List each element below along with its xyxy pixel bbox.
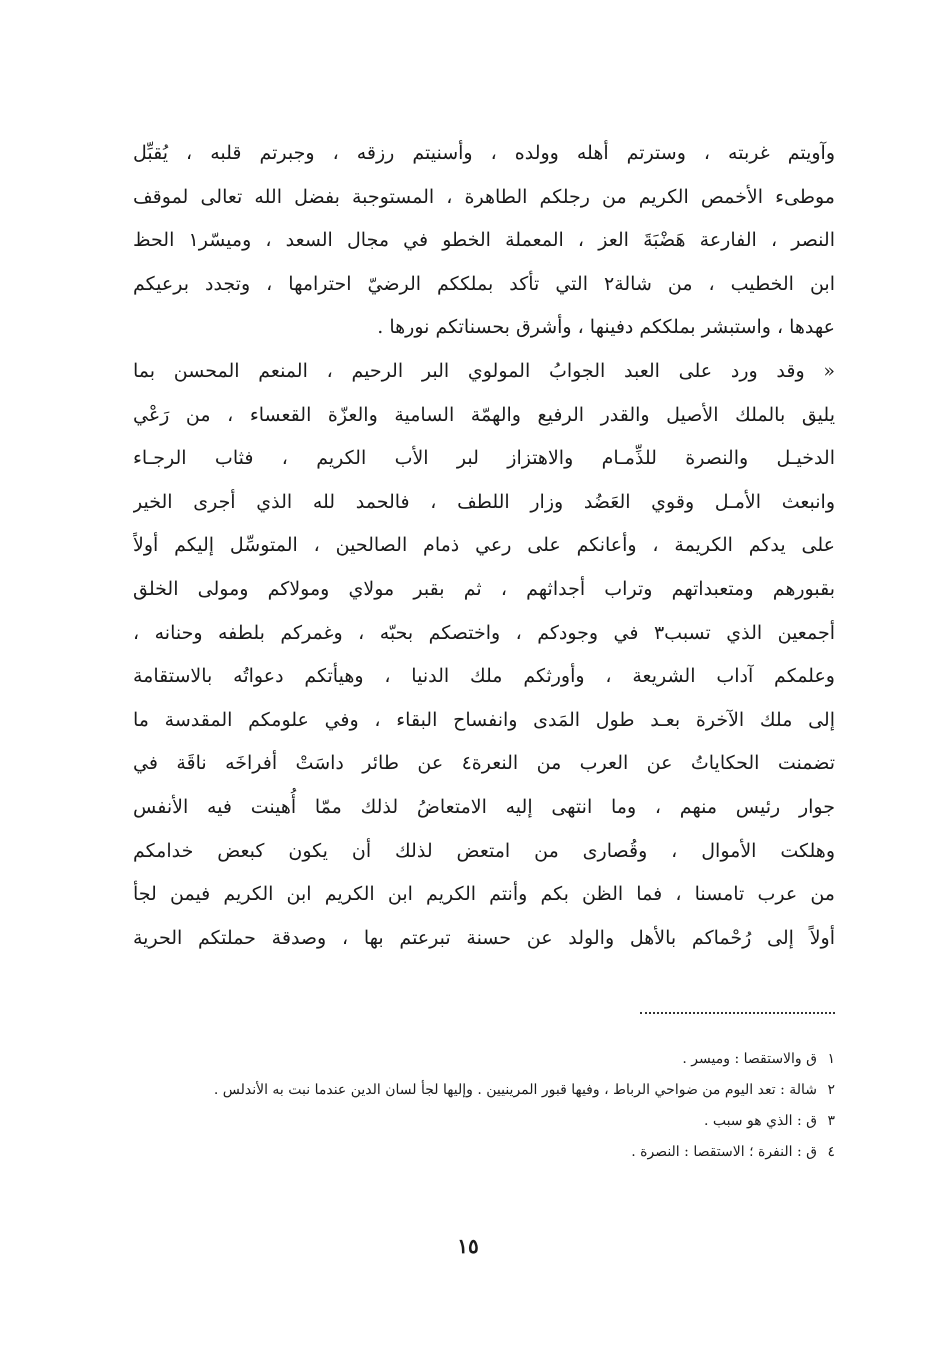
- text-line: وهلكت الأموال ، وقُصارى من امتعض لذلك أن يكون كبعض خدامكم: [133, 839, 835, 862]
- text-line: « وقد ورد على العبد الجوابُ المولوي البر الرحيم ، المنعم المحسن بما: [133, 359, 835, 382]
- footnote-divider: [640, 1012, 835, 1014]
- footnote-text: ق والاستقصا : وميسر .: [682, 1051, 817, 1067]
- main-text-block: [133, 132, 835, 960]
- text-line: على يدكم الكريمة ، وأعانكم على رعي ذمام الصالحين ، المتوسِّل إليكم أولاً: [133, 534, 835, 557]
- footnote-item: [130, 1140, 835, 1164]
- text-line: تضمنت الحكاياتُ عن العرب من النعرة٤ عن طائر داسَتْ أفراخَه ناقَة في: [133, 752, 835, 775]
- footnote-number: ٣: [827, 1113, 835, 1129]
- text-line: أجمعين الذي تسبب٣ في وجودكم ، واختصكم بحبّه ، وغمركم بلطفه وحنانه ،: [133, 621, 835, 644]
- footnote-text: ق : النفرة ؛ الاستقصا : النصرة .: [631, 1144, 817, 1160]
- text-line: من عرب تامسنا ، فما الظن بكم وأنتم الكريم ابن الكريم ابن الكريم فيمن لجأ: [133, 883, 835, 906]
- footnote-item: [130, 1047, 835, 1071]
- text-line: وانبعث الأمـل وقوي العَضُد وزار اللطف ، فالحمد لله الذي أجرى الخير: [133, 490, 835, 513]
- text-line: وعلمكم آداب الشريعة ، وأورثكم ملك الدنيا ، وهيأتكم دعواتُه بالاستقامة: [133, 665, 835, 688]
- footnotes: [130, 1047, 835, 1171]
- footnote-number: ٢: [827, 1082, 835, 1098]
- text-line: جوار رئيس منهم ، وما انتهى إليه الامتعاضُ لذلك ممّا أُهينت فيه الأنفس: [133, 795, 835, 818]
- text-line: موطىء الأخمص الكريم من رجلكم الطاهرة ، المستوجبة بفضل الله تعالى لموقف: [133, 185, 835, 208]
- footnote-item: [130, 1078, 835, 1102]
- footnote-number: ١: [827, 1051, 835, 1067]
- text-line: عهدها ، واستبشر بملككم دفينها ، وأشرق بحسناتكم نورها .: [377, 316, 835, 339]
- text-line: النصر ، الفارعة هَضْبَةَ العز ، المعملة الخطو في مجال السعد ، وميسّر١ الحظ: [133, 229, 835, 252]
- text-line: يليق بالملك الأصيل والقدر الرفيع والهمّة السامية والعزّة القعساء ، من رَعْي: [133, 403, 835, 426]
- text-line: ابن الخطيب ، من شالة٢ التي تأكد بملككم الرضيّ احترامها ، وتجدد برعيكم: [133, 272, 835, 295]
- footnote-item: [130, 1109, 835, 1133]
- text-line: وآويتم غربته ، وسترتم أهله وولده ، وأسنيتم رزقه ، وجبرتم قلبه ، يُقبِّل: [133, 142, 835, 164]
- text-line: أولاً إلى رُحْماكم بالأهل والولد عن حسنة تبرعتم بها ، وصدقة حملتكم الحرية: [133, 926, 835, 949]
- footnote-text: ق : الذي هو سبب .: [703, 1113, 817, 1129]
- text-line: الدخيـل والنصرة للذِّمـام والاهتزاز لبر الأب الكريم ، فثاب الرجـاء: [133, 447, 835, 470]
- text-line: إلى ملك الآخرة بعـد طول المَدى وانفساح البقاء ، وفي علومكم المقدسة ما: [133, 708, 835, 731]
- text-line: بقبورهم ومتعبداتهم وتراب أجداثهم ، ثم بقبر مولاي ومولاكم ومولى الخلق: [133, 577, 835, 600]
- footnote-number: ٤: [827, 1144, 835, 1160]
- page-number: ١٥: [457, 1234, 479, 1258]
- footnote-text: شالة : تعد اليوم من ضواحي الرباط ، وفيها قبور المرينيين . وإليها لجأ لسان الدين عندما نبت به الأندلس .: [213, 1082, 817, 1098]
